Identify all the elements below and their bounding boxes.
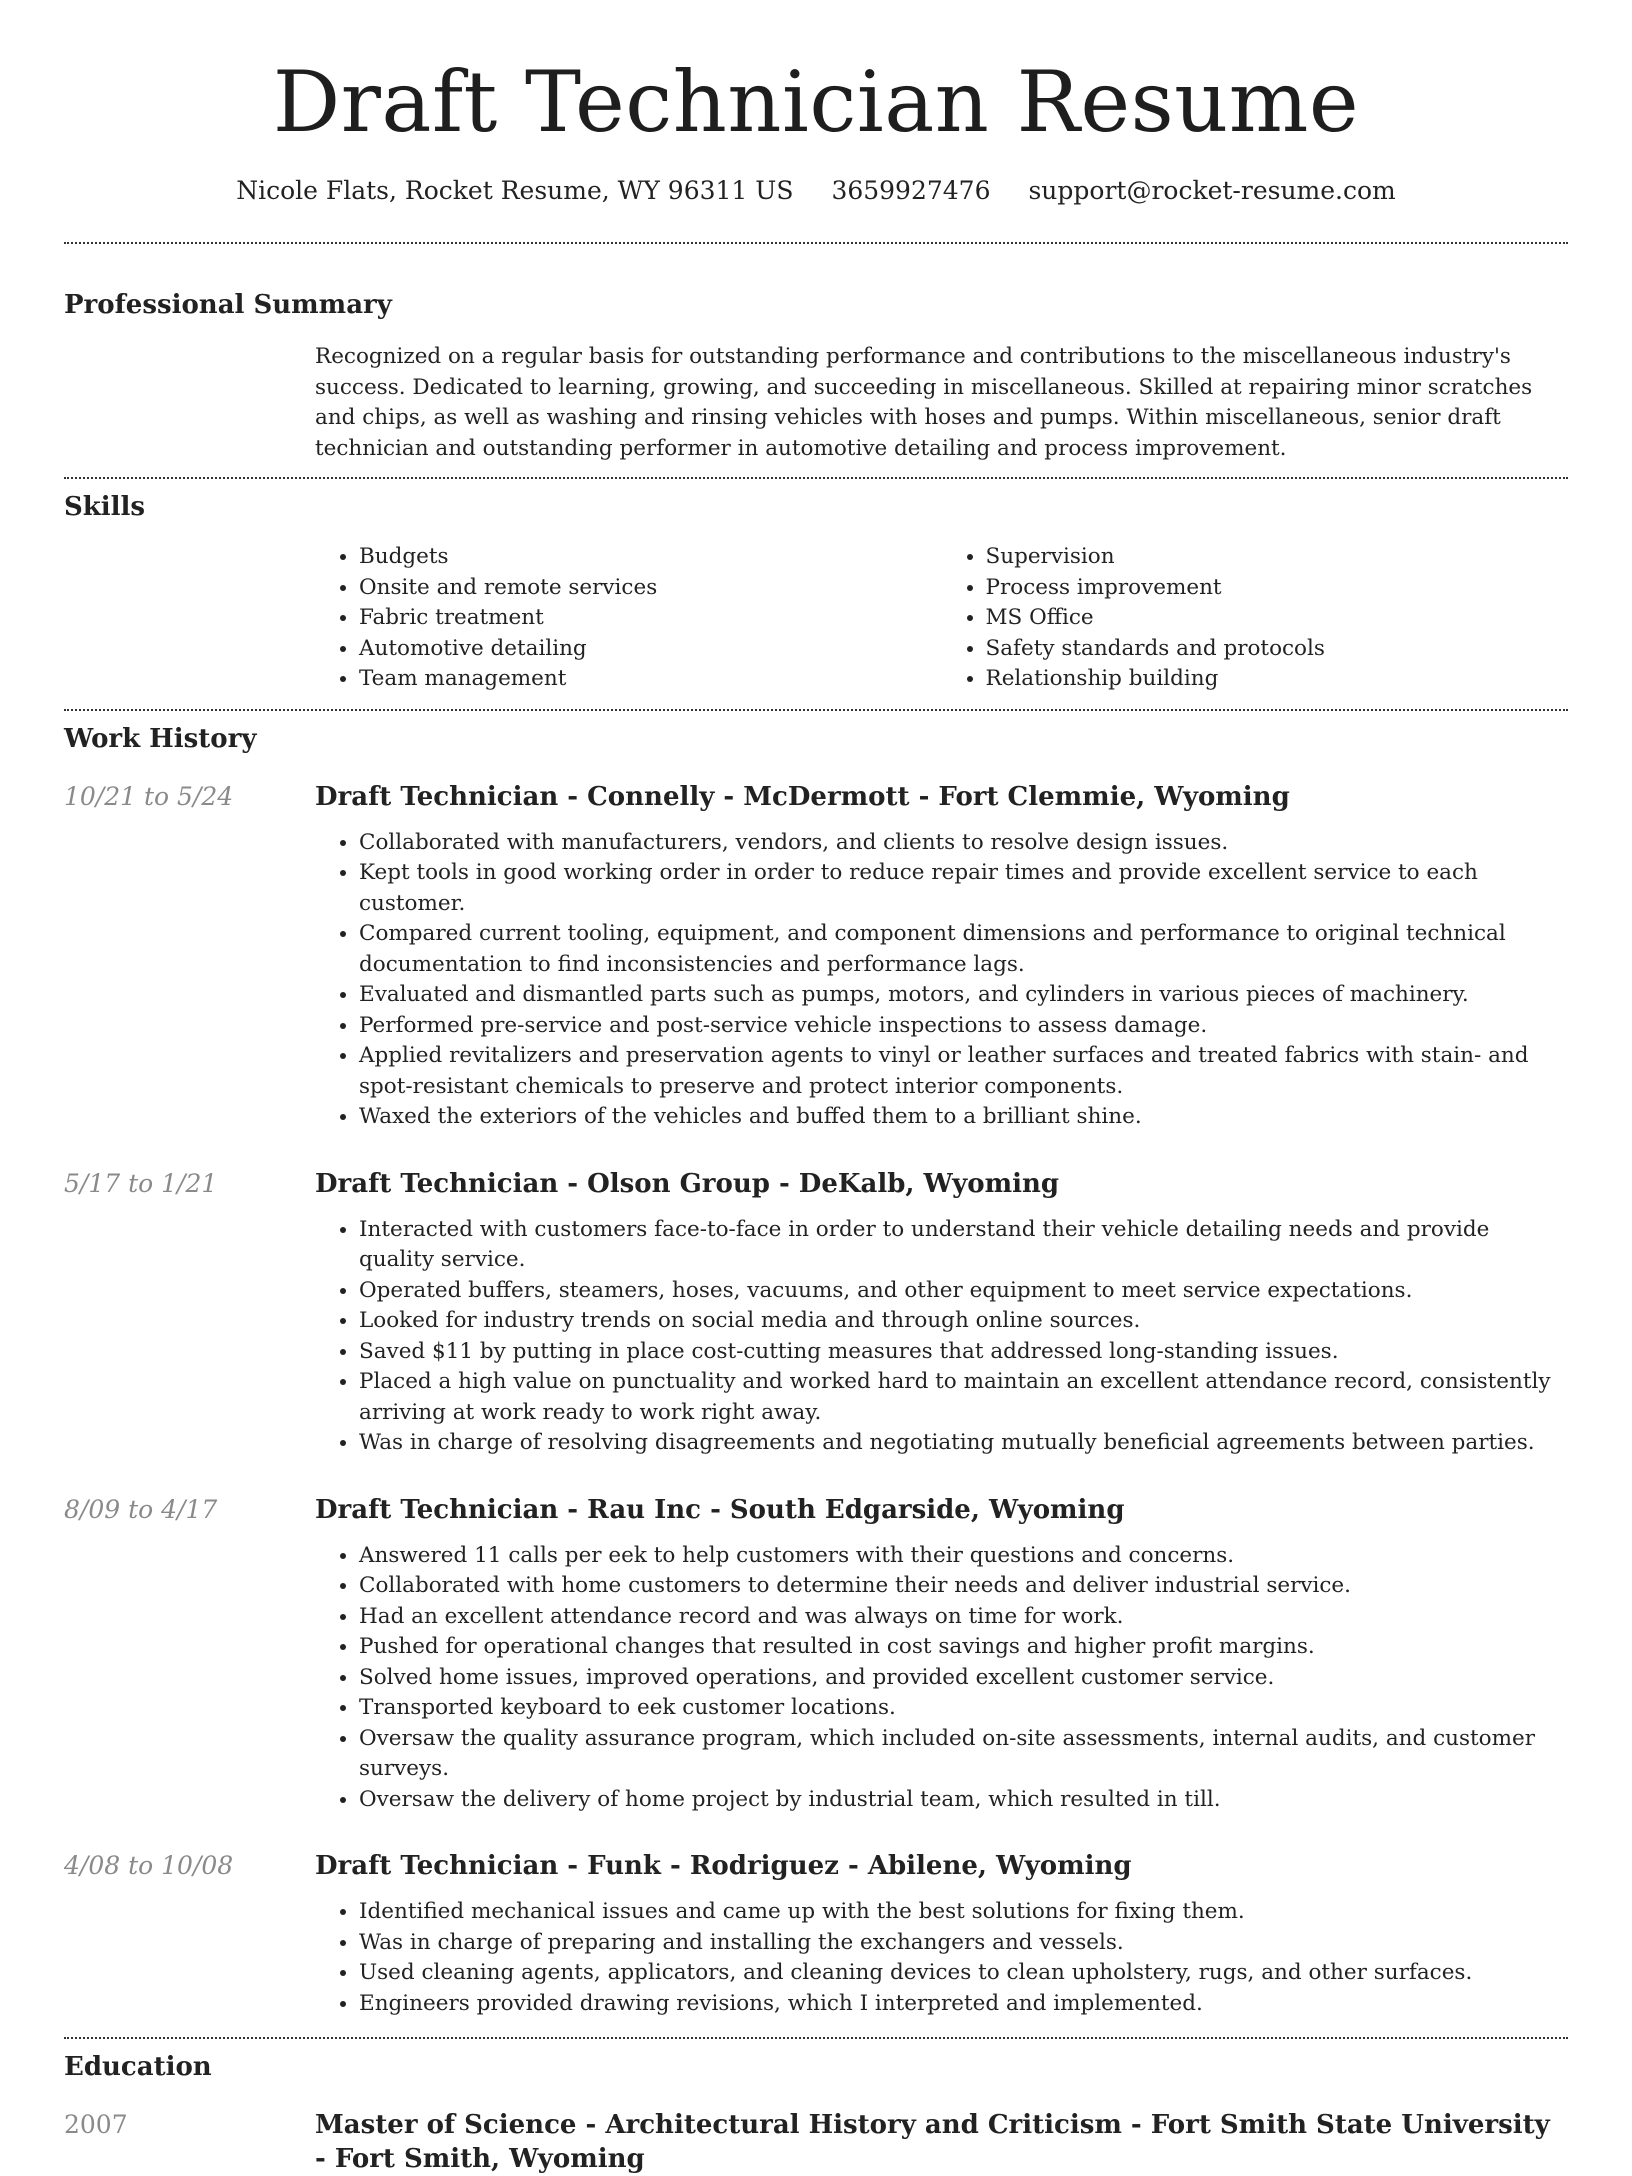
- skill-item: • Supervision: [986, 542, 1569, 573]
- skill-item: • Fabric treatment: [359, 603, 942, 634]
- skills-list: [315, 542, 1568, 695]
- job-duty: • Identified mechanical issues and came up with the best solutions for fixing them.: [359, 1897, 1568, 1928]
- job-duty: • Operated buffers, steamers, hoses, vacuums, and other equipment to meet service expectations.: [359, 1276, 1568, 1307]
- job-duty: • Evaluated and dismantled parts such as pumps, motors, and cylinders in various pieces of machinery.: [359, 980, 1568, 1011]
- job-duty: • Oversaw the delivery of home project by industrial team, which resulted in till.: [359, 1785, 1568, 1816]
- job-duty: • Answered 11 calls per eek to help customers with their questions and concerns.: [359, 1541, 1568, 1572]
- job-duties: [315, 1215, 1568, 1459]
- job-duties: [315, 828, 1568, 1133]
- job-duty: • Had an excellent attendance record and was always on time for work.: [359, 1602, 1568, 1633]
- job-duty: • Oversaw the quality assurance program, which included on-site assessments, internal audits, and customer surveys.: [359, 1724, 1568, 1785]
- job-duty: • Interacted with customers face-to-face in order to understand their vehicle detailing needs and provide quality service.: [359, 1215, 1568, 1276]
- job-duty: • Solved home issues, improved operations, and provided excellent customer service.: [359, 1663, 1568, 1694]
- job-duty: • Engineers provided drawing revisions, which I interpreted and implemented.: [359, 1989, 1568, 2020]
- contact-line: [64, 174, 1568, 208]
- job-duty: • Looked for industry trends on social media and through online sources.: [359, 1306, 1568, 1337]
- job-duty: • Applied revitalizers and preservation agents to vinyl or leather surfaces and treated fabrics with stain- and spot-resistant chemicals to preserve and protect interior components.: [359, 1041, 1568, 1102]
- skill-item: • Automotive detailing: [359, 634, 942, 665]
- job-title: Draft Technician - Funk - Rodriguez - Abilene, Wyoming: [315, 1851, 1132, 1881]
- job-duty: • Waxed the exteriors of the vehicles and buffed them to a brilliant shine.: [359, 1102, 1568, 1133]
- work-history-section: [64, 722, 1568, 2020]
- education-title: Master of Science - Architectural History and Criticism - Fort Smith State University - Fort Smith, Wyoming: [315, 2110, 1550, 2174]
- education-entry: [64, 2108, 1568, 2176]
- job-duty: • Used cleaning agents, applicators, and cleaning devices to clean upholstery, rugs, and other surfaces.: [359, 1958, 1568, 1989]
- job-duties: [315, 1897, 1568, 2019]
- skill-item: • Team management: [359, 664, 942, 695]
- resume-page: [64, 0, 1568, 2176]
- job-dates: 4/08 to 10/08: [64, 1851, 234, 1880]
- summary-heading: Professional Summary: [64, 290, 392, 320]
- job-duty: • Performed pre-service and post-service vehicle inspections to assess damage.: [359, 1011, 1568, 1042]
- summary-text: Recognized on a regular basis for outstanding performance and contributions to the miscellaneous industry's success. Dedicated to learning, growing, and succeeding in miscellaneous. Skilled at repairing minor scratches and chips, as well as washing and rinsing vehicles with hoses and pumps. Within miscellaneous, senior draft technician and outstanding performer in automotive detailing and process improvement.: [315, 344, 1533, 461]
- skills-section: [64, 490, 1568, 695]
- job-duty: • Collaborated with home customers to determine their needs and deliver industrial service.: [359, 1571, 1568, 1602]
- job-duty: • Pushed for operational changes that resulted in cost savings and higher profit margins.: [359, 1632, 1568, 1663]
- job-dates: 8/09 to 4/17: [64, 1494, 218, 1524]
- section-divider: [64, 477, 1568, 479]
- job-duty: • Saved $11 by putting in place cost-cutting measures that addressed long-standing issues.: [359, 1337, 1568, 1368]
- skill-item: • MS Office: [986, 603, 1569, 634]
- skills-column-left: [315, 542, 942, 695]
- job-duties: [315, 1541, 1568, 1816]
- job-entry: [64, 1849, 1568, 2019]
- job-title: Draft Technician - Olson Group - DeKalb, Wyoming: [315, 1168, 1060, 1199]
- job-duty: • Collaborated with manufacturers, vendors, and clients to resolve design issues.: [359, 828, 1568, 859]
- job-duty: • Compared current tooling, equipment, and component dimensions and performance to original technical documentation to find inconsistencies and performance lags.: [359, 919, 1568, 980]
- job-duty: • Placed a high value on punctuality and worked hard to maintain an excellent attendance record, consistently arriving at work ready to work right away.: [359, 1367, 1568, 1428]
- skill-item: • Budgets: [359, 542, 942, 573]
- job-title: Draft Technician - Connelly - McDermott - Fort Clemmie, Wyoming: [315, 781, 1290, 812]
- contact-address: Nicole Flats, Rocket Resume, WY 96311 US: [236, 176, 794, 205]
- job-duty: • Was in charge of preparing and installing the exchangers and vessels.: [359, 1928, 1568, 1959]
- job-dates: 5/17 to 1/21: [64, 1168, 218, 1198]
- contact-email: support@rocket-resume.com: [1028, 176, 1396, 205]
- job-entry: [64, 1167, 1568, 1459]
- job-entry: [64, 1493, 1568, 1816]
- skill-item: • Safety standards and protocols: [986, 634, 1569, 665]
- job-dates: 10/21 to 5/24: [64, 781, 234, 811]
- job-entry: [64, 780, 1568, 1133]
- summary-section: [64, 288, 1568, 464]
- work-history-heading: Work History: [64, 723, 257, 754]
- section-divider: [64, 242, 1568, 244]
- education-year: 2007: [64, 2110, 128, 2139]
- section-divider: [64, 709, 1568, 711]
- resume-title: Draft Technician Resume: [272, 53, 1360, 151]
- job-duty: • Transported keyboard to eek customer locations.: [359, 1693, 1568, 1724]
- section-divider: [64, 2037, 1568, 2039]
- skill-item: • Relationship building: [986, 664, 1569, 695]
- job-duty: • Kept tools in good working order in order to reduce repair times and provide excellent service to each customer.: [359, 858, 1568, 919]
- skills-heading: Skills: [64, 492, 146, 522]
- education-section: [64, 2050, 1568, 2176]
- contact-phone: 3659927476: [831, 176, 991, 205]
- skill-item: • Onsite and remote services: [359, 573, 942, 604]
- skills-column-right: [942, 542, 1569, 695]
- job-title: Draft Technician - Rau Inc - South Edgarside, Wyoming: [315, 1494, 1125, 1525]
- job-duty: • Was in charge of resolving disagreements and negotiating mutually beneficial agreements between parties.: [359, 1428, 1568, 1459]
- skill-item: • Process improvement: [986, 573, 1569, 604]
- education-heading: Education: [64, 2052, 212, 2082]
